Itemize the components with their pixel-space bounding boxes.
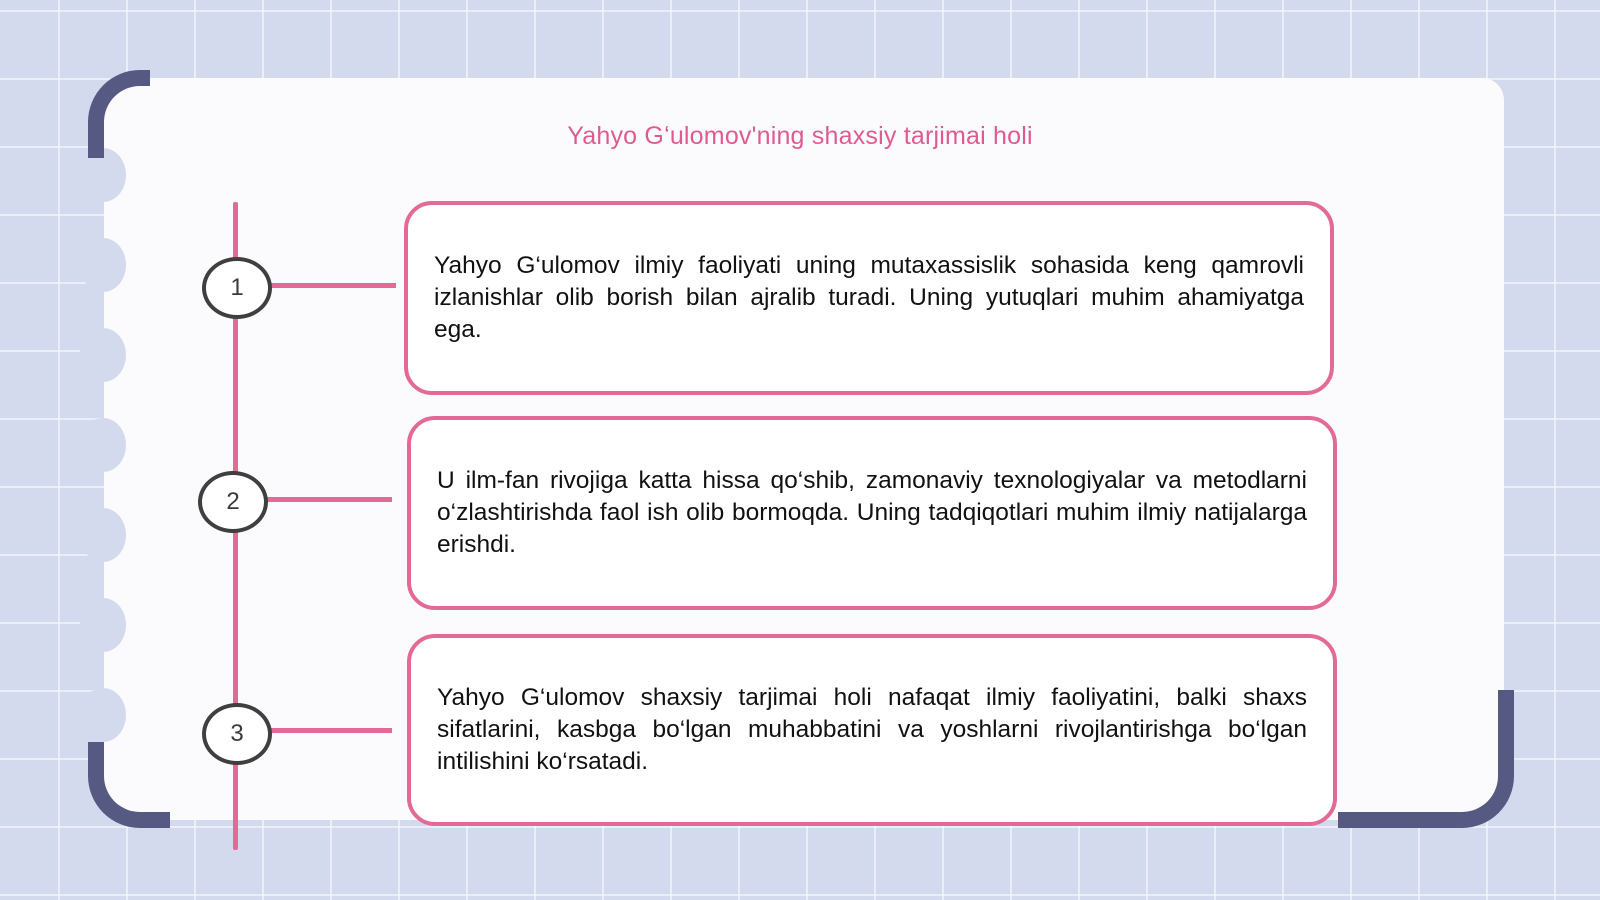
notebook-hole: [80, 418, 126, 472]
step-number-circle: 2: [198, 471, 268, 533]
step-text: U ilm-fan rivojiga katta hissa qo‘shib, zamonaviy texnologiyalar va metodlarni o‘zlashtirishda faol ish olib bormoqda. Uning tadqiqotlari muhim ilmiy natijalarga erishdi.: [437, 467, 1307, 558]
notebook-hole: [80, 688, 126, 742]
step-text-box: [407, 416, 1337, 610]
step-text: Yahyo G‘ulomov ilmiy faoliyati uning mutaxassislik sohasida keng qamrovli izlanishlar olib borish bilan ajralib turadi. Uning yutuqlari muhim ahamiyatga ega.: [434, 252, 1304, 343]
step-text-box: [407, 634, 1337, 826]
notebook-hole: [80, 598, 126, 652]
step-number-circle: 3: [202, 703, 272, 765]
corner-bracket-bottom-right: [1338, 690, 1514, 828]
timeline-connector: [266, 728, 392, 733]
slide-title: Yahyo Gʻulomov'ning shaxsiy tarjimai holi: [567, 122, 1033, 150]
notebook-hole: [80, 238, 126, 292]
timeline-connector: [262, 497, 392, 502]
step-text-box: [404, 201, 1334, 395]
timeline-connector: [266, 283, 396, 288]
notebook-hole: [80, 328, 126, 382]
step-number-circle: 1: [202, 257, 272, 319]
step-text: Yahyo G‘ulomov shaxsiy tarjimai holi nafaqat ilmiy faoliyatini, balki shaxs sifatlarini, kasbga bo‘lgan muhabbatini va yoshlarni rivojlantirishga bo‘lgan intilishini ko‘rsatadi.: [437, 684, 1307, 775]
notebook-hole: [80, 508, 126, 562]
corner-bracket-bottom-left: [88, 742, 170, 828]
